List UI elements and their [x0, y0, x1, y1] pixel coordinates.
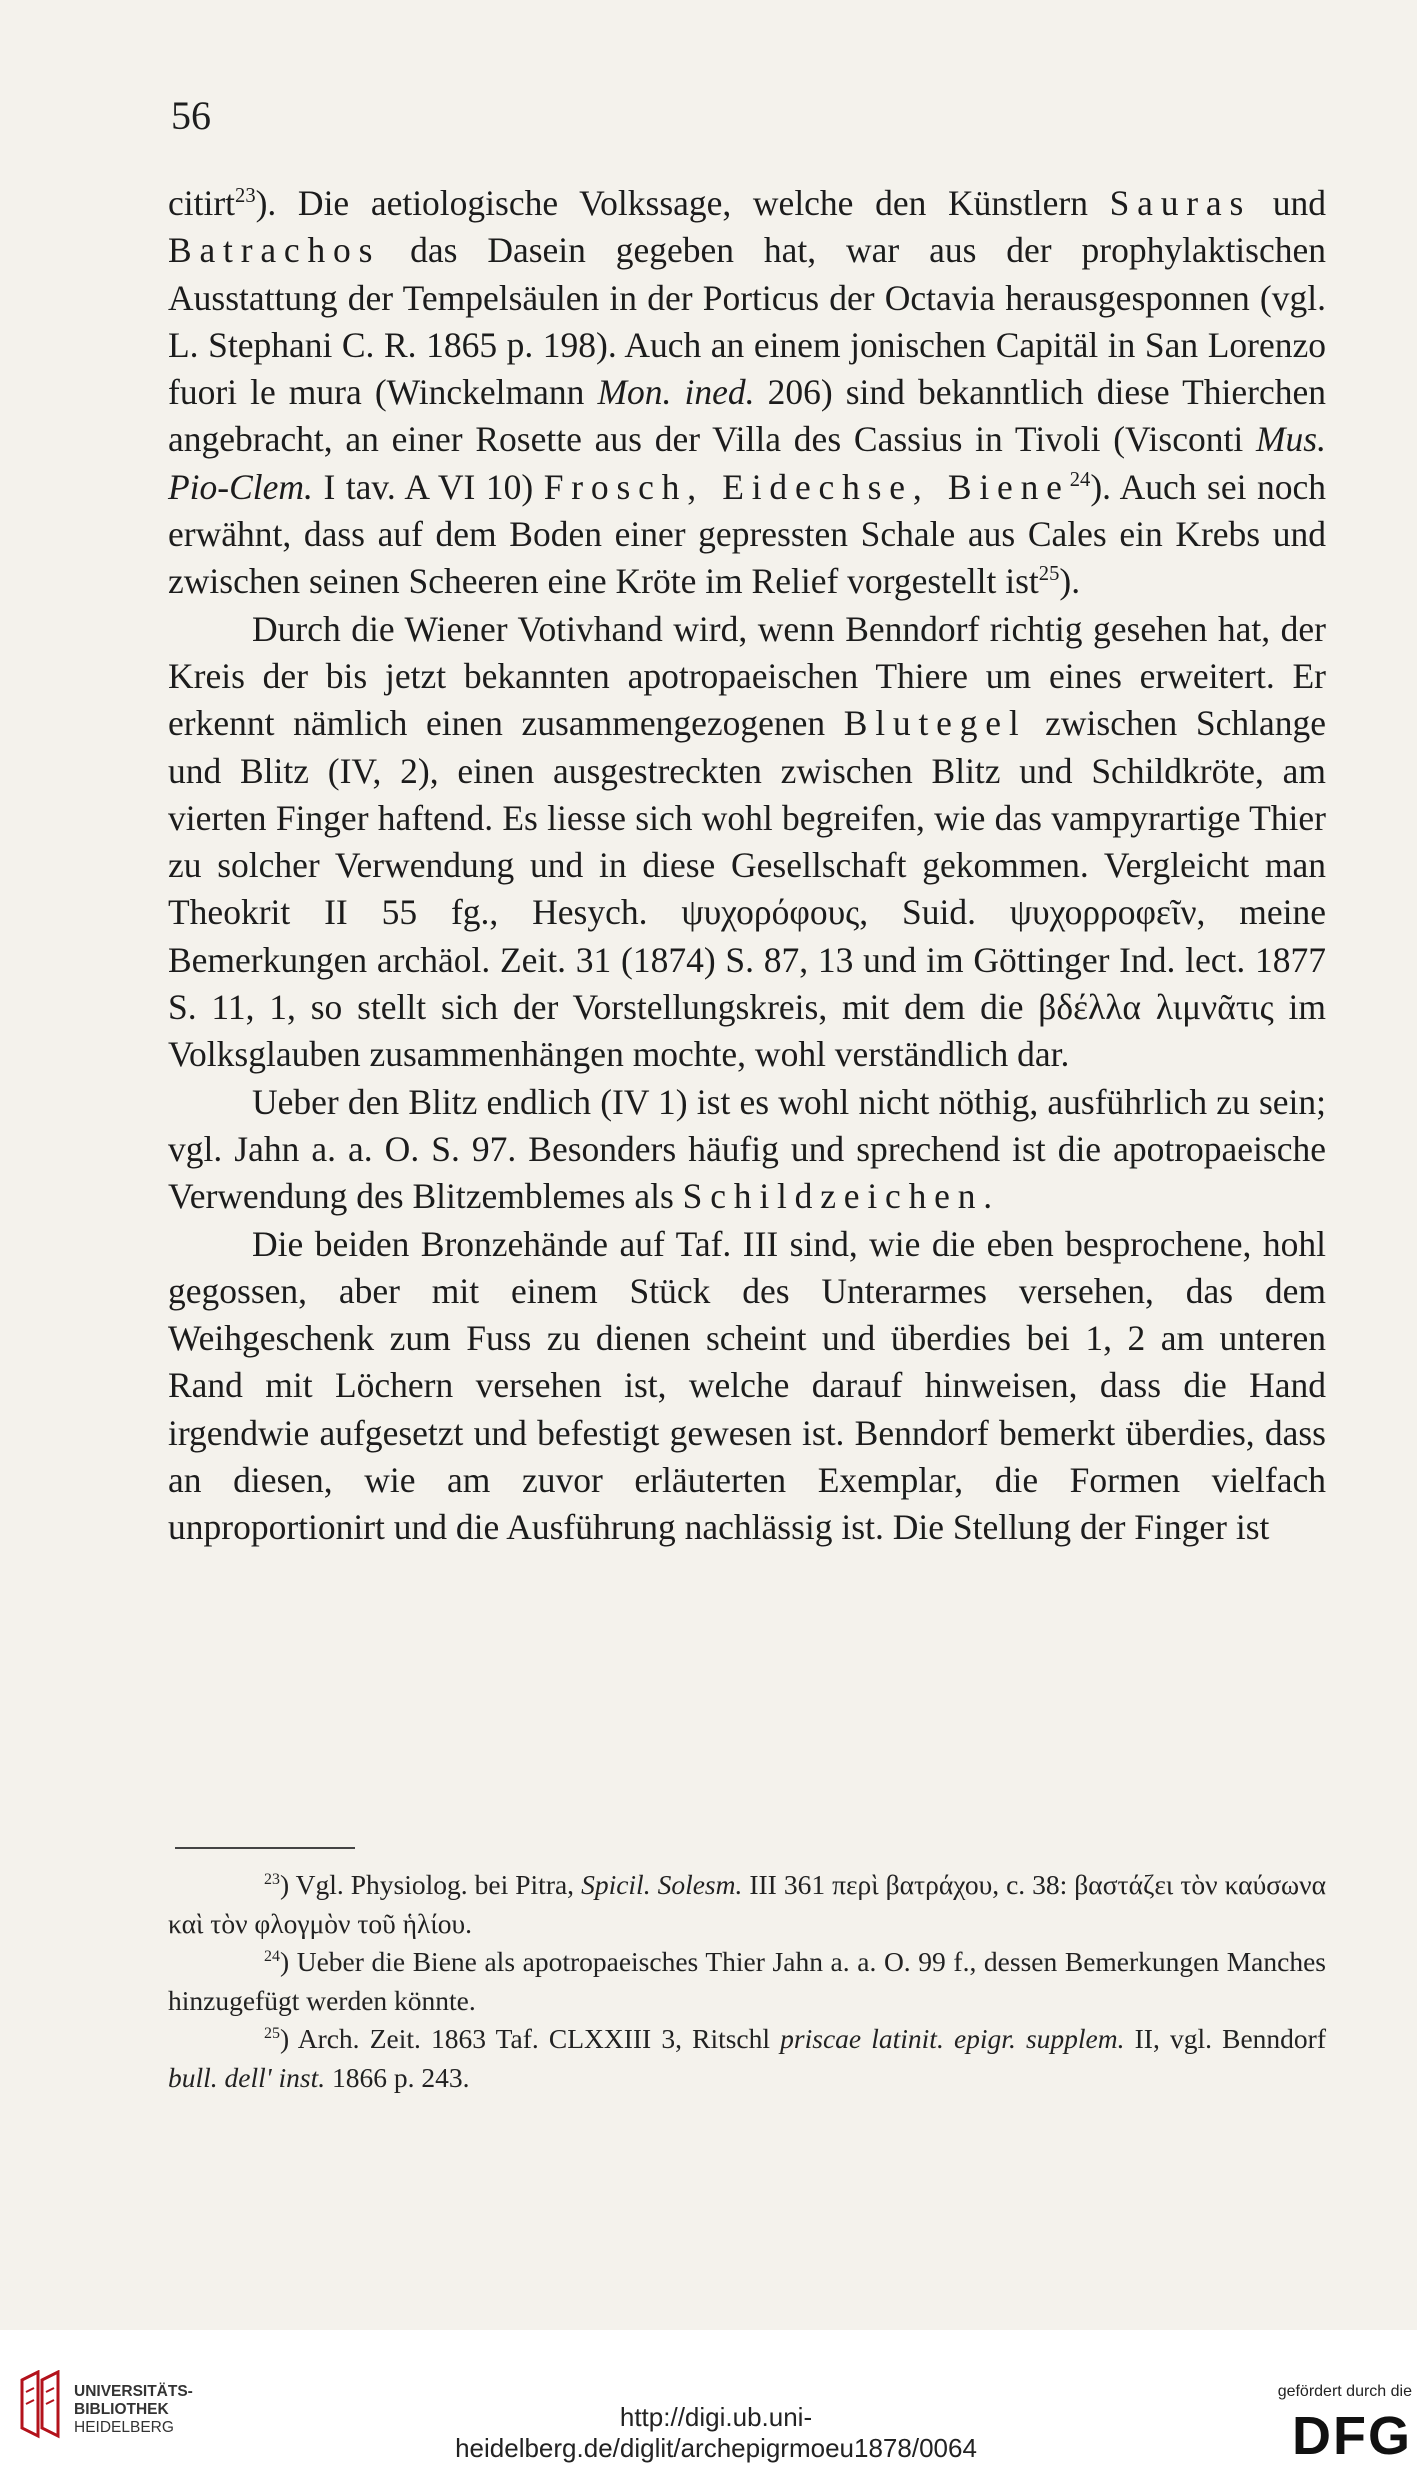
- text-run: 1866 p. 243.: [325, 2061, 470, 2093]
- main-text: [168, 180, 1326, 1552]
- page-number: 56: [171, 93, 211, 138]
- text-run: I tav. A VI 10): [312, 466, 544, 507]
- spaced-name-sauras: Sauras: [1109, 183, 1252, 223]
- footnote-25: [168, 2020, 1326, 2097]
- spaced-animals: Frosch, Eidechse, Biene: [543, 466, 1070, 507]
- paragraph-4: [168, 1221, 1326, 1552]
- library-line: BIBLIOTHEK: [74, 2401, 169, 2418]
- footnote-divider: [175, 1847, 355, 1849]
- footnote-ref-24[interactable]: 24: [1069, 468, 1091, 491]
- footnote-number: 25: [264, 2024, 280, 2042]
- footnote-24: [168, 1943, 1326, 2020]
- italic-citation: priscae latinit. epigr. supplem.: [780, 2023, 1125, 2054]
- library-name[interactable]: [74, 2383, 193, 2437]
- text-run: 206) sind bekanntlich diese Thierchen angebracht, an einer Rosette aus der Villa des Cassius in Tivoli (Visconti: [168, 372, 1326, 460]
- paragraph-3: [168, 1079, 1326, 1221]
- library-line: UNIVERSITÄTS-: [74, 2383, 193, 2400]
- dfg-logo[interactable]: DFG: [1292, 2406, 1412, 2466]
- footnote-number: 24: [264, 1947, 280, 1965]
- text-run: das Dasein gegeben hat, war aus der prophylaktischen Ausstattung der Tempelsäulen in der Porticus der Octavia herausgesponnen (vgl. L. Stephani C. R. 1865 p. 198). Auch an einem jonischen Capitäl in San Lorenzo fuori le mura (Winckelmann: [168, 230, 1326, 413]
- text-run: ).: [1059, 561, 1081, 602]
- text-run: und: [1251, 183, 1326, 223]
- permalink[interactable]: http://digi.ub.uni-heidelberg.de/diglit/archepigrmoeu1878/0064: [455, 2402, 977, 2463]
- spaced-name-batrachos: Batrachos: [168, 230, 381, 271]
- text-run: ) Ueber die Biene als apotropaeisches Thier Jahn a. a. O. 99 f., dessen Bemerkungen Manches hinzugefügt werden könnte.: [168, 1946, 1326, 2016]
- text-run: Durch die Wiener Votivhand wird, wenn Benndorf richtig gesehen hat, der Kreis der bis jetzt bekannten apotropaeischen Thiere um eines erweitert. Er erkennt nämlich einen zusammengezogenen: [168, 608, 1326, 744]
- text-run: III 361 περὶ βατράχου, c. 38: βαστάζει τὸν καύσωνα καὶ τὸν φλογμὸν τοῦ ἡλίου.: [168, 1869, 1326, 1939]
- footnote-ref-25[interactable]: 25: [1038, 563, 1060, 586]
- text-run: ) Arch. Zeit. 1863 Taf. CLXXIII 3, Ritschl: [279, 2023, 781, 2054]
- spaced-word-schildzeichen: Schildzeichen: [682, 1176, 984, 1217]
- text-run: ). Auch sei noch erwähnt, dass auf dem Boden einer gepressten Schale aus Cales ein Krebs und zwischen seinen Scheeren eine Kröte im Relief vorgestellt ist: [168, 466, 1326, 602]
- footnote-number: 23: [264, 1870, 280, 1888]
- text-run: Die beiden Bronzehände auf Taf. III sind, wie die eben besprochene, hohl gegossen, aber mit einem Stück des Unterarmes versehen, das dem Weihgeschenk zum Fuss zu dienen scheint und überdies bei 1, 2 am unteren Rand mit Löchern versehen ist, welche darauf hinweisen, dass die Hand irgendwie aufgesetzt und befestigt gewesen ist. Benndorf bemerkt überdies, dass an diesen, wie am zuvor erläuterten Exemplar, die Formen vielfach unproportionirt und die Ausführung nachlässig ist. Die Stellung der Finger ist: [168, 1223, 1326, 1548]
- text-run: .: [983, 1176, 993, 1217]
- text-run: zwischen Schlange und Blitz (IV, 2), einen ausgestreckten zwischen Blitz und Schildkröte, am vierten Finger haftend. Es liesse sich wohl begreifen, wie das vampyrartige Thier zu solcher Verwendung und in diese Gesellschaft gekommen. Vergleicht man Theokrit II 55 fg., Hesych. ψυχορόφους, Suid. ψυχορροφεῖν, meine Bemerkungen archäol. Zeit. 31 (1874) S. 87, 13 und im Göttinger Ind. lect. 1877 S. 11, 1, so stellt sich der Vorstellungskreis, mit dem die βδέλλα λιμνᾶτις im Volksglauben zusammenhängen mochte, wohl verständlich dar.: [168, 703, 1326, 1075]
- italic-citation: Mus. Pio-Clem.: [168, 419, 1326, 507]
- library-line: HEIDELBERG: [74, 2419, 174, 2436]
- spaced-word-blutegel: Blutegel: [843, 703, 1027, 744]
- italic-citation: bull. dell' inst.: [168, 2061, 326, 2093]
- italic-citation: Spicil. Solesm.: [581, 1869, 743, 1900]
- italic-citation: Mon. ined.: [597, 372, 755, 413]
- footnote-ref-23[interactable]: 23: [235, 185, 256, 208]
- paragraph-2: [168, 606, 1326, 1079]
- text-run: ). Die aetiologische Volkssage, welche den Künstlern: [255, 183, 1110, 223]
- paragraph-1: [168, 180, 1326, 606]
- text-run: Ueber den Blitz endlich (IV 1) ist es wohl nicht nöthig, ausführlich zu sein; vgl. Jahn a. a. O. S. 97. Besonders häufig und sprechend ist die apotropaeische Verwendung des Blitzemblemes als: [168, 1081, 1326, 1217]
- footnotes: [168, 1866, 1326, 2097]
- funded-by-label: gefördert durch die: [1277, 2383, 1412, 2400]
- text-run: citirt: [168, 183, 236, 223]
- footnote-23: [168, 1866, 1326, 1943]
- text-run: ) Vgl. Physiolog. bei Pitra,: [279, 1869, 582, 1900]
- heidelberg-library-logo-icon[interactable]: [16, 2370, 64, 2440]
- text-run: II, vgl. Benndorf: [1124, 2023, 1326, 2054]
